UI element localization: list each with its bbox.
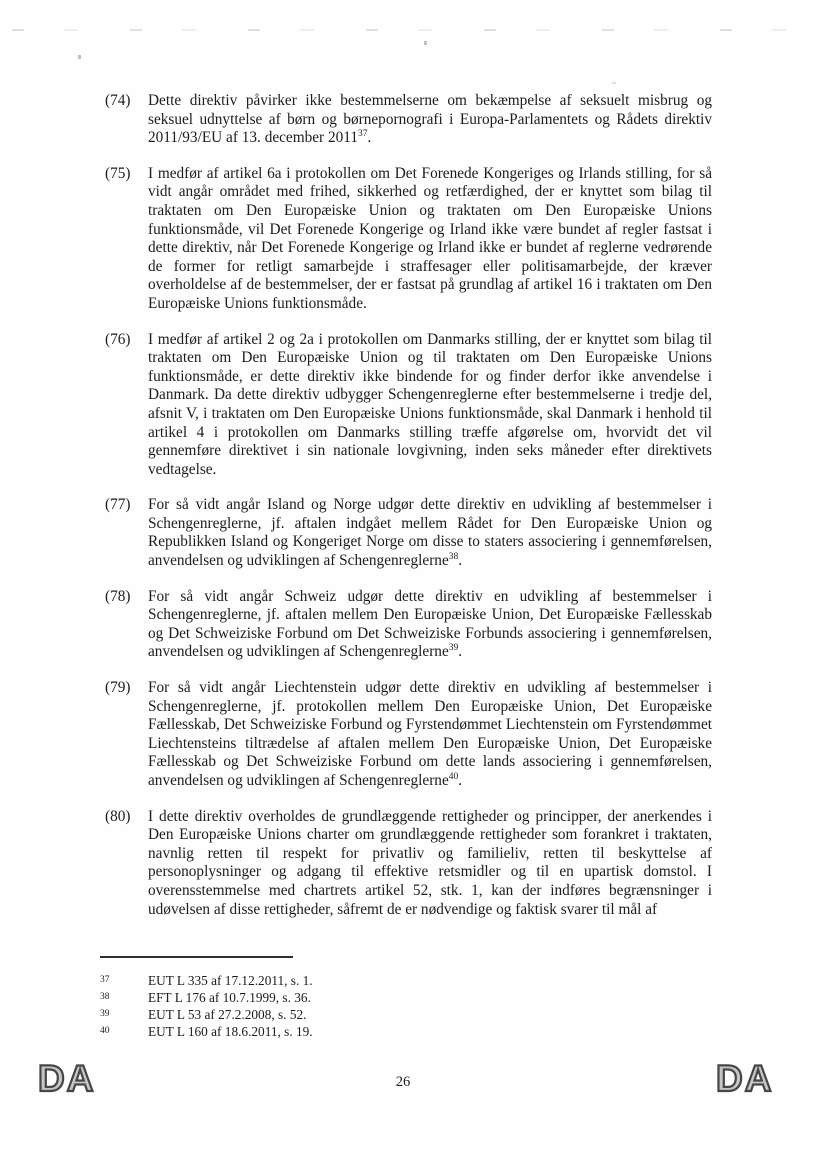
- paragraph-number: (75): [105, 164, 131, 182]
- paragraph-78: [105, 588, 712, 662]
- paragraph-79: [105, 679, 712, 791]
- scan-artifact: [12, 29, 814, 31]
- scan-artifact: [612, 82, 616, 84]
- scan-artifact: [424, 41, 427, 45]
- paragraph-tail-text: .: [458, 643, 463, 661]
- footnote-text: EUT L 335 af 17.12.2011, s. 1.: [148, 973, 313, 988]
- page-number: 26: [395, 1074, 411, 1090]
- footnote-38: [100, 989, 660, 1006]
- footnote-number: 39: [100, 1009, 110, 1019]
- footnote-number: 38: [100, 992, 110, 1002]
- scan-artifact: [78, 55, 81, 59]
- paragraph-tail-text: .: [367, 129, 372, 147]
- paragraph-number: (79): [105, 679, 131, 697]
- paragraph-80: [105, 808, 712, 920]
- footnote-text: EFT L 176 af 10.7.1999, s. 36.: [148, 990, 311, 1005]
- paragraph-text: [148, 165, 712, 314]
- paragraph-number: (76): [105, 330, 131, 348]
- paragraph-body-text: I medfør af artikel 2 og 2a i protokollen om Danmarks stilling, der er knyttet som bilag til traktaten om Den Europæiske Union og til traktaten om Den Europæiske Unions funktionsmåde, er dette direktiv ikke bindende for og finder derfor ikke anvendelse i Danmark. Da dette direktiv udbygger Schengenreglerne efter bestemmelserne i tredje del, afsnit V, i traktaten om Den Europæiske Unions funktionsmåde, skal Danmark i henhold til artikel 4 i protokollen om Danmarks stilling træffe afgørelse om, hvorvidt det vil gennemføre direktivet i sin nationale lovgivning, inden seks måneder efter direktivets vedtagelse.: [148, 330, 712, 478]
- paragraph-tail-text: .: [458, 552, 463, 570]
- paragraph-number: (77): [105, 496, 131, 514]
- paragraph-number: (74): [105, 92, 131, 109]
- footnote-reference: 40: [448, 772, 459, 782]
- footnote-number: 37: [100, 975, 110, 985]
- footnote-39: [100, 1006, 660, 1023]
- paragraph-text: [148, 496, 712, 570]
- paragraph-body-text: For så vidt angår Island og Norge udgør dette direktiv en udvikling af bestemmelser i Schengenreglerne, jf. aftalen indgået mellem Rådet for Den Europæiske Union og Republikken Island og Kongeriget Norge om disse to staters associering i gennemførelsen, anvendelsen og udviklingen af Schengenreglerne: [148, 496, 712, 570]
- paragraph-text: [148, 92, 712, 148]
- paragraph-number: (80): [105, 807, 131, 825]
- paragraph-75: [105, 165, 712, 314]
- paragraph-text: [148, 331, 712, 480]
- paragraph-number: (78): [105, 587, 131, 605]
- paragraph-text: [148, 679, 712, 791]
- footnote-40: [100, 1023, 660, 1040]
- document-body: [105, 92, 712, 936]
- paragraph-76: [105, 331, 712, 480]
- paragraph-body-text: For så vidt angår Schweiz udgør dette direktiv en udvikling af bestemmelser i Schengenreglerne, jf. aftalen mellem Den Europæiske Union, Det Europæiske Fællesskab og Det Schweiziske Forbund om Det Schweiziske Forbunds associering i gennemførelsen, anvendelsen og udviklingen af Schengenreglerne: [148, 587, 712, 661]
- paragraph-body-text: I medfør af artikel 6a i protokollen om Det Forenede Kongeriges og Irlands stilling, for så vidt angår området med frihed, sikkerhed og retfærdighed, der er knyttet som bilag til traktaten om Den Europæiske Union og traktaten om Den Europæiske Unions funktionsmåde, vil Det Forenede Kongerige og Irland ikke være bundet af regler fastsat i dette direktiv, når Det Forenede Kongerige og Irland ikke er bundet af reglerne vedrørende de former for retligt samarbejde i straffesager eller politisamarbejde, der kræver overholdelse af de bestemmelser, der er fastsat på grundlag af artikel 16 i traktaten om Den Europæiske Unions funktionsmåde.: [148, 164, 712, 312]
- footnote-text: EUT L 160 af 18.6.2011, s. 19.: [148, 1024, 313, 1039]
- paragraph-tail-text: .: [458, 772, 463, 789]
- paragraph-text: [148, 588, 712, 662]
- paragraph-body-text: Dette direktiv påvirker ikke bestemmelserne om bekæmpelse af seksuelt misbrug og seksuel udnyttelse af børn og børnepornografi i Europa-Parlamentets og Rådets direktiv 2011/93/EU af 13. december 2011: [148, 92, 712, 147]
- paragraph-77: [105, 496, 712, 570]
- paragraph-74: [105, 92, 712, 148]
- footnote-number: 40: [100, 1026, 110, 1036]
- language-mark-right: DA: [716, 1058, 774, 1099]
- footnotes-section: [100, 956, 660, 1040]
- paragraph-body-text: For så vidt angår Liechtenstein udgør dette direktiv en udvikling af bestemmelser i Schengenreglerne, jf. protokollen mellem Den Europæiske Union, Det Europæiske Fællesskab, Det Schweiziske Forbund og Fyrstendømmet Liechtenstein om Fyrstendømmet Liechtensteins tiltrædelse af aftalen mellem Den Europæiske Union, Det Europæiske Fællesskab og Det Schweiziske Forbund om dette lands associering i gennemførelsen, anvendelsen og udviklingen af Schengenreglerne: [148, 679, 712, 789]
- paragraph-text: [148, 808, 712, 920]
- language-mark-left: DA: [38, 1058, 96, 1099]
- paragraph-body-text: I dette direktiv overholdes de grundlæggende rettigheder og principper, der anerkendes i Den Europæiske Unions charter om grundlæggende rettigheder som forankret i traktaten, navnlig retten til respekt for privatliv og familieliv, retten til beskyttelse af personoplysninger og adgang til effektive retsmidler og til en upartisk domstol. I overensstemmelse med chartrets artikel 52, stk. 1, kan der indføres begrænsninger i udøvelsen af disse rettigheder, såfremt de er nødvendige og faktisk svarer til mål af: [148, 807, 712, 918]
- footnote-text: EUT L 53 af 27.2.2008, s. 52.: [148, 1007, 307, 1022]
- footnote-reference: 38: [448, 552, 459, 563]
- footnote-37: [100, 972, 660, 989]
- footnote-reference: 37: [358, 129, 368, 140]
- footnote-separator: [100, 956, 293, 958]
- footnote-reference: 39: [448, 643, 459, 654]
